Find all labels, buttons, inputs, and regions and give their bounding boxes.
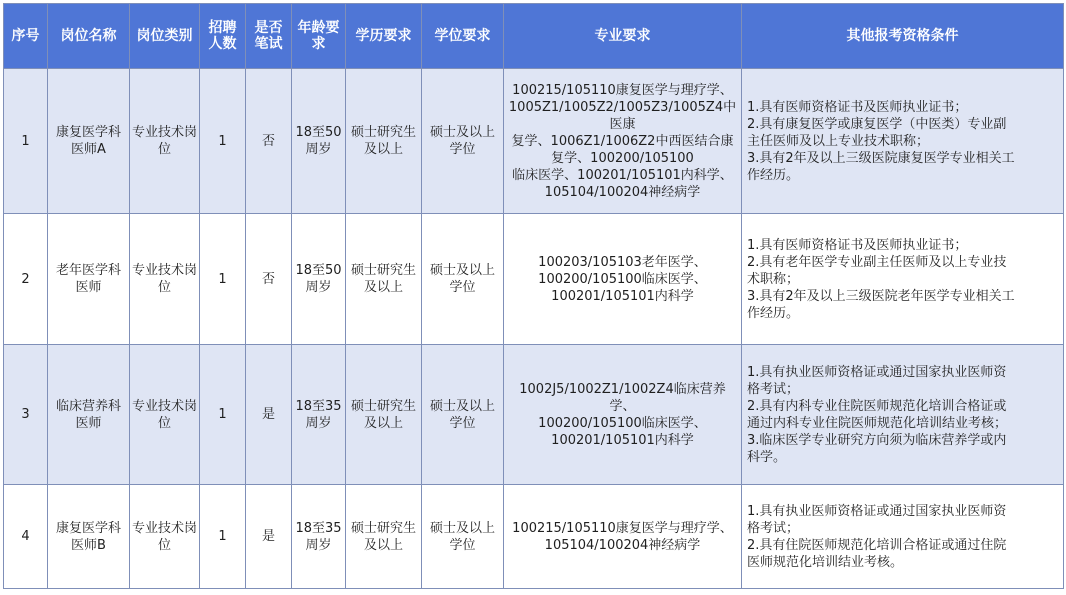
cell-major — [504, 345, 742, 485]
header-name: 岗位名称 — [48, 4, 130, 69]
cell-age: 18至35周岁 — [292, 345, 346, 485]
other-line: 术职称； — [747, 271, 800, 287]
other-line: 2.具有住院医师规范化培训合格证或通过住院 — [747, 537, 1007, 553]
cell-major — [504, 214, 742, 345]
other-line: 作经历。 — [747, 167, 800, 183]
cell-category: 专业技术岗位 — [130, 69, 200, 214]
header-major: 专业要求 — [504, 4, 742, 69]
major-line: 复学、1006Z1/1006Z2中西医结合康 — [511, 133, 734, 149]
cell-education: 硕士研究生及以上 — [346, 485, 422, 589]
table-row — [4, 345, 1064, 485]
cell-age: 18至50周岁 — [292, 214, 346, 345]
major-line: 100200/105100临床医学、 — [538, 415, 707, 431]
cell-name: 康复医学科医师A — [48, 69, 130, 214]
other-line: 2.具有老年医学专业副主任医师及以上专业技 — [747, 254, 1007, 270]
table-row — [4, 69, 1064, 214]
cell-exam: 是 — [246, 345, 292, 485]
major-line: 100203/105103老年医学、 — [538, 254, 707, 270]
cell-exam: 是 — [246, 485, 292, 589]
major-line: 100200/105100临床医学、 — [538, 271, 707, 287]
cell-no: 2 — [4, 214, 48, 345]
major-line: 1005Z1/1005Z2/1005Z3/1005Z4中医康 — [508, 99, 737, 132]
other-line: 3.具有2年及以上三级医院老年医学专业相关工 — [747, 288, 1015, 304]
cell-degree: 硕士及以上学位 — [422, 214, 504, 345]
header-age: 年龄要求 — [292, 4, 346, 69]
cell-count: 1 — [200, 69, 246, 214]
cell-no: 4 — [4, 485, 48, 589]
other-line: 1.具有医师资格证书及医师执业证书； — [747, 237, 968, 253]
cell-degree: 硕士及以上学位 — [422, 485, 504, 589]
cell-major — [504, 69, 742, 214]
cell-age: 18至35周岁 — [292, 485, 346, 589]
table-row — [4, 214, 1064, 345]
header-count: 招聘人数 — [200, 4, 246, 69]
major-line: 100215/105110康复医学与理疗学、 — [512, 82, 733, 98]
header-other: 其他报考资格条件 — [742, 4, 1064, 69]
cell-degree: 硕士及以上学位 — [422, 69, 504, 214]
major-line: 100201/105101内科学 — [551, 288, 694, 304]
other-line: 3.具有2年及以上三级医院康复医学专业相关工 — [747, 150, 1015, 166]
other-line: 通过内科专业住院医师规范化培训结业考核； — [747, 415, 1008, 431]
header-degree: 学位要求 — [422, 4, 504, 69]
major-line: 100201/105101内科学 — [551, 432, 694, 448]
cell-name: 临床营养科医师 — [48, 345, 130, 485]
other-line: 2.具有内科专业住院医师规范化培训合格证或 — [747, 398, 1007, 414]
cell-education: 硕士研究生及以上 — [346, 69, 422, 214]
cell-other — [742, 345, 1064, 485]
cell-education: 硕士研究生及以上 — [346, 214, 422, 345]
other-line: 3.临床医学专业研究方向须为临床营养学或内 — [747, 432, 1007, 448]
cell-no: 3 — [4, 345, 48, 485]
major-line: 100215/105110康复医学与理疗学、 — [512, 520, 733, 536]
table-row — [4, 485, 1064, 589]
cell-other — [742, 214, 1064, 345]
other-line: 1.具有执业医师资格证或通过国家执业医师资 — [747, 503, 1007, 519]
other-line: 格考试； — [747, 520, 800, 536]
other-line: 1.具有执业医师资格证或通过国家执业医师资 — [747, 364, 1007, 380]
cell-exam: 否 — [246, 214, 292, 345]
major-line: 105104/100204神经病学 — [544, 184, 701, 200]
cell-degree: 硕士及以上学位 — [422, 345, 504, 485]
cell-other — [742, 69, 1064, 214]
major-line: 复学、100200/105100 — [551, 150, 694, 166]
cell-category: 专业技术岗位 — [130, 345, 200, 485]
recruitment-table — [3, 3, 1064, 589]
major-line: 1002J5/1002Z1/1002Z4临床营养学、 — [519, 381, 726, 414]
cell-category: 专业技术岗位 — [130, 214, 200, 345]
other-line: 医师规范化培训结业考核。 — [747, 554, 904, 570]
cell-count: 1 — [200, 214, 246, 345]
other-line: 1.具有医师资格证书及医师执业证书； — [747, 99, 968, 115]
header-no: 序号 — [4, 4, 48, 69]
other-line: 作经历。 — [747, 305, 800, 321]
cell-name: 老年医学科医师 — [48, 214, 130, 345]
cell-age: 18至50周岁 — [292, 69, 346, 214]
header-exam: 是否笔试 — [246, 4, 292, 69]
major-line: 临床医学、100201/105101内科学、 — [512, 167, 733, 183]
cell-major — [504, 485, 742, 589]
recruitment-table-wrapper — [3, 3, 1064, 589]
cell-count: 1 — [200, 485, 246, 589]
other-line: 格考试； — [747, 381, 800, 397]
other-line: 2.具有康复医学或康复医学（中医类）专业副 — [747, 116, 1007, 132]
cell-name: 康复医学科医师B — [48, 485, 130, 589]
cell-education: 硕士研究生及以上 — [346, 345, 422, 485]
major-line: 105104/100204神经病学 — [544, 537, 701, 553]
cell-no: 1 — [4, 69, 48, 214]
cell-exam: 否 — [246, 69, 292, 214]
header-row — [4, 4, 1064, 69]
other-line: 主任医师及以上专业技术职称； — [747, 133, 930, 149]
cell-category: 专业技术岗位 — [130, 485, 200, 589]
header-category: 岗位类别 — [130, 4, 200, 69]
cell-count: 1 — [200, 345, 246, 485]
header-education: 学历要求 — [346, 4, 422, 69]
other-line: 科学。 — [747, 449, 787, 465]
cell-other — [742, 485, 1064, 589]
